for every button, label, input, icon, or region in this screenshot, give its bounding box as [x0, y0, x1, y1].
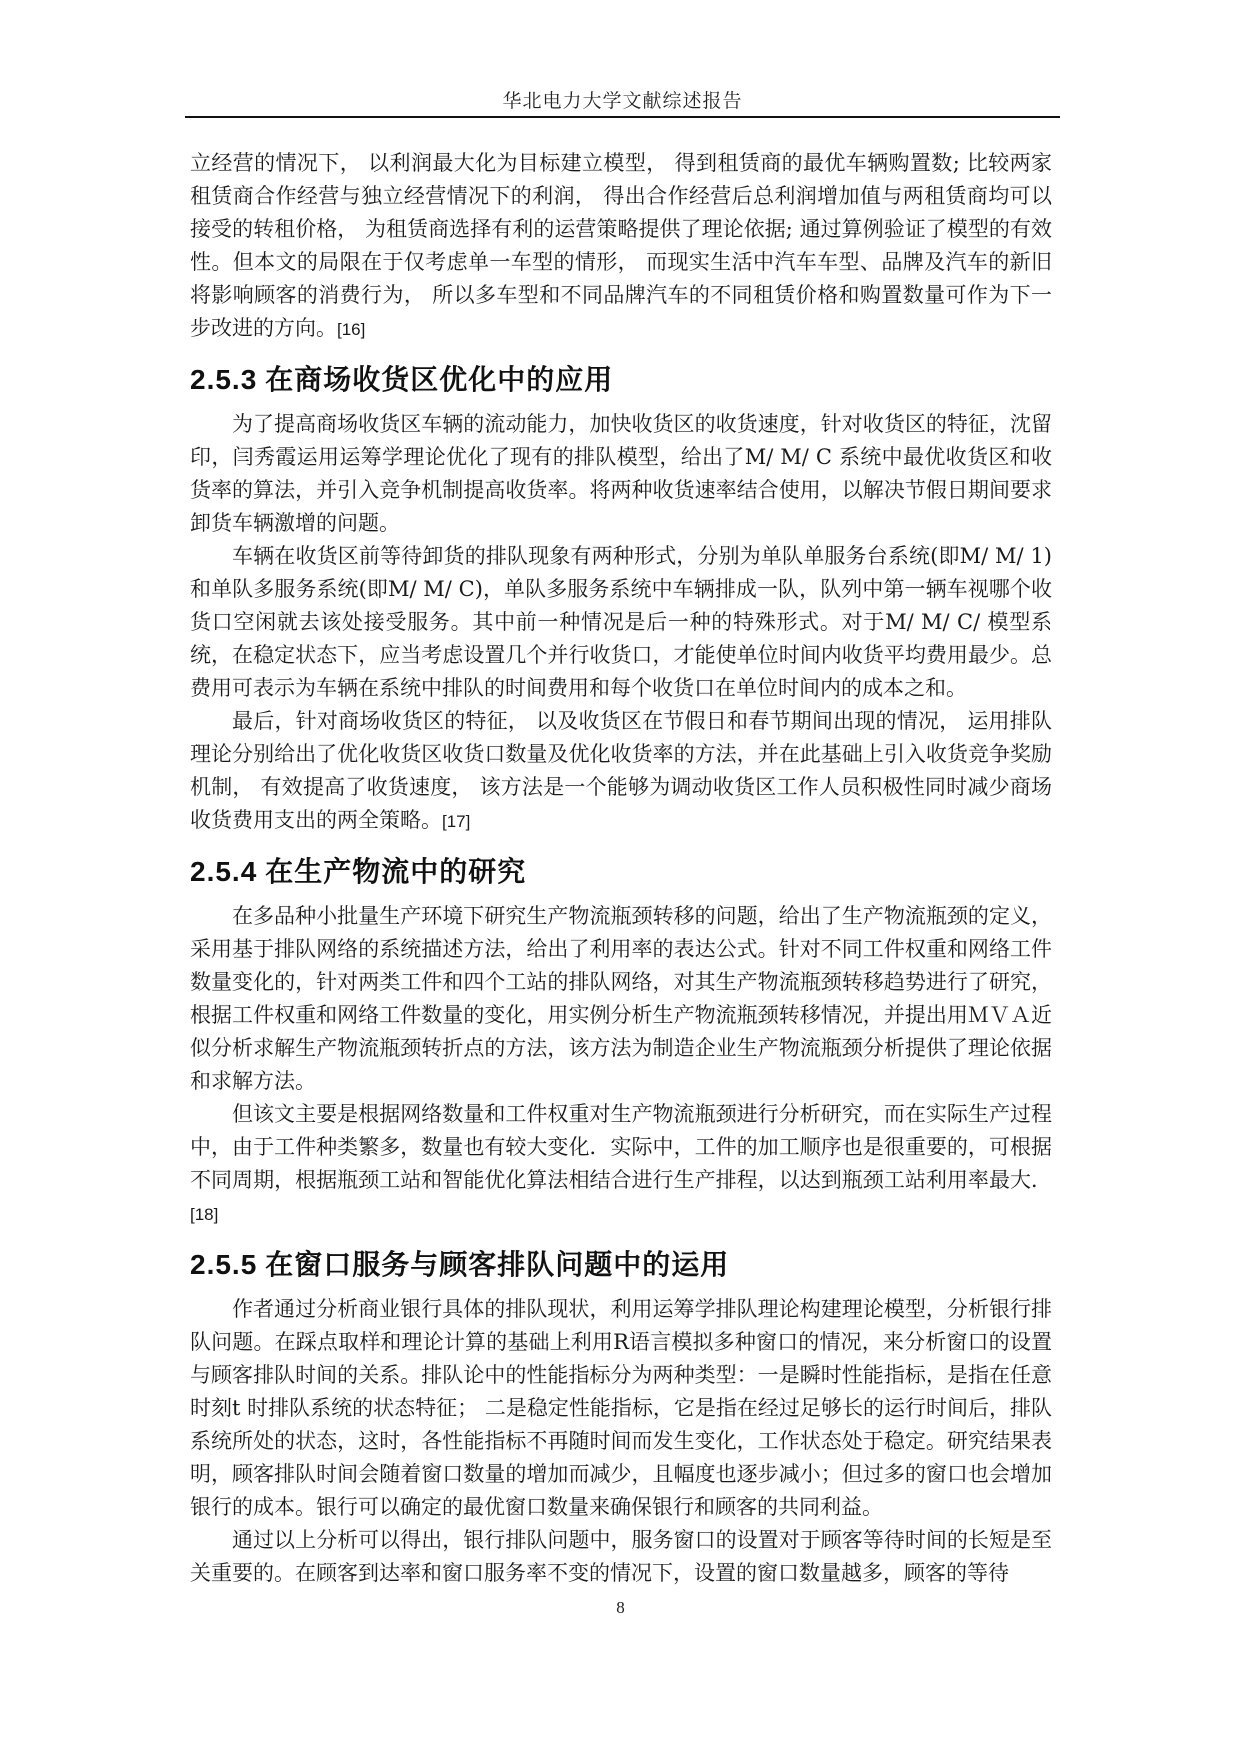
paragraph — [190, 705, 1052, 838]
section-number: 2.5.4 — [190, 856, 258, 887]
page-number: 8 — [616, 1598, 625, 1617]
intro-paragraph — [190, 147, 1052, 346]
section-title: 在商场收货区优化中的应用 — [265, 363, 614, 396]
citation-16: [16] — [337, 320, 366, 339]
section-heading-2-5-5 — [190, 1245, 1052, 1285]
paragraph-text: 最后，针对商场收货区的特征， 以及收货区在节假日和春节期间出现的情况， 运用排队理论分别给出了优化收货区收货口数量及优化收货率的方法，并在此基础上引入收货竞争奖励机制， 有效提高了收货速度， 该方法是一个能够为调动收货区工作人员积极性同时减少商场收货费用支出的两全策略。 — [190, 709, 1052, 832]
paragraph: 为了提高商场收货区车辆的流动能力，加快收货区的收货速度，针对收货区的特征，沈留印，闫秀霞运用运筹学理论优化了现有的排队模型，给出了M/ M/ C 系统中最优收货区和收货率的算法，并引入竞争机制提高收货率。将两种收货速率结合使用，以解决节假日期间要求卸货车辆激增的问题。 — [190, 412, 1052, 535]
section-title: 在窗口服务与顾客排队问题中的运用 — [265, 1248, 730, 1281]
intro-text: 立经营的情况下， 以利润最大化为目标建立模型， 得到租赁商的最优车辆购置数; 比较两家租赁商合作经营与独立经营情况下的利润， 得出合作经营后总利润增加值与两租赁商均可以接受的转租价格， 为租赁商选择有利的运营策略提供了理论依据; 通过算例验证了模型的有效性。但本文的局限在于仅考虑单一车型的情形， 而现实生活中汽车车型、品牌及汽车的新旧将影响顾客的消费行为， 所以多车型和不同品牌汽车的不同租赁价格和购置数量可作为下一步改进的方向。 — [190, 151, 1052, 340]
section-heading-2-5-4 — [190, 852, 1052, 892]
paragraph — [190, 1098, 1052, 1231]
section-number: 2.5.5 — [190, 1249, 258, 1280]
section-title: 在生产物流中的研究 — [265, 855, 527, 888]
paragraph: 作者通过分析商业银行具体的排队现状，利用运筹学排队理论构建理论模型，分析银行排队问题。在踩点取样和理论计算的基础上利用R语言模拟多种窗口的情况，来分析窗口的设置与顾客排队时间的关系。排队论中的性能指标分为两种类型：一是瞬时性能指标，是指在任意时刻t 时排队系统的状态特征； 二是稳定性能指标，它是指在经过足够长的运行时间后，排队系统所处的状态，这时，各性能指标不再随时间而发生变化，工作状态处于稳定。研究结果表明，顾客排队时间会随着窗口数量的增加而减少，且幅度也逐步减小；但过多的窗口也会增加银行的成本。银行可以确定的最优窗口数量来确保银行和顾客的共同利益。 — [190, 1297, 1052, 1519]
paragraph-text: 但该文主要是根据网络数量和工件权重对生产物流瓶颈进行分析研究，而在实际生产过程中，由于工件种类繁多，数量也有较大变化．实际中，工件的加工顺序也是很重要的，可根据不同周期，根据瓶颈工站和智能优化算法相结合进行生产排程，以达到瓶颈工站利用率最大． — [190, 1102, 1052, 1192]
citation-17: [17] — [442, 812, 471, 831]
page-content — [190, 147, 1052, 1590]
header-divider — [185, 116, 1060, 118]
paragraph: 车辆在收货区前等待卸货的排队现象有两种形式，分别为单队单服务台系统(即M/ M/ 1)和单队多服务系统(即M/ M/ C)，单队多服务系统中车辆排成一队，队列中第一辆车视哪个收货口空闲就去该处接受服务。其中前一种情况是后一种的特殊形式。对于M/ M/ C/ 模型系统，在稳定状态下，应当考虑设置几个并行收货口，才能使单位时间内收货平均费用最少。总费用可表示为车辆在系统中排队的时间费用和每个收货口在单位时间内的成本之和。 — [190, 544, 1052, 700]
section-heading-2-5-3 — [190, 360, 1052, 400]
citation-18: [18] — [190, 1205, 219, 1224]
paragraph: 在多品种小批量生产环境下研究生产物流瓶颈转移的问题，给出了生产物流瓶颈的定义，采用基于排队网络的系统描述方法，给出了利用率的表达公式。针对不同工件权重和网络工件数量变化的，针对两类工件和四个工站的排队网络，对其生产物流瓶颈转移趋势进行了研究，根据工件权重和网络工件数量的变化，用实例分析生产物流瓶颈转移情况，并提出用ＭＶＡ近似分析求解生产物流瓶颈转折点的方法，该方法为制造企业生产物流瓶颈分析提供了理论依据和求解方法。 — [190, 904, 1052, 1093]
section-number: 2.5.3 — [190, 364, 258, 395]
page-header-title: 华北电力大学文献综述报告 — [502, 90, 743, 112]
paragraph: 通过以上分析可以得出，银行排队问题中，服务窗口的设置对于顾客等待时间的长短是至关重要的。在顾客到达率和窗口服务率不变的情况下，设置的窗口数量越多，顾客的等待 — [190, 1528, 1052, 1585]
